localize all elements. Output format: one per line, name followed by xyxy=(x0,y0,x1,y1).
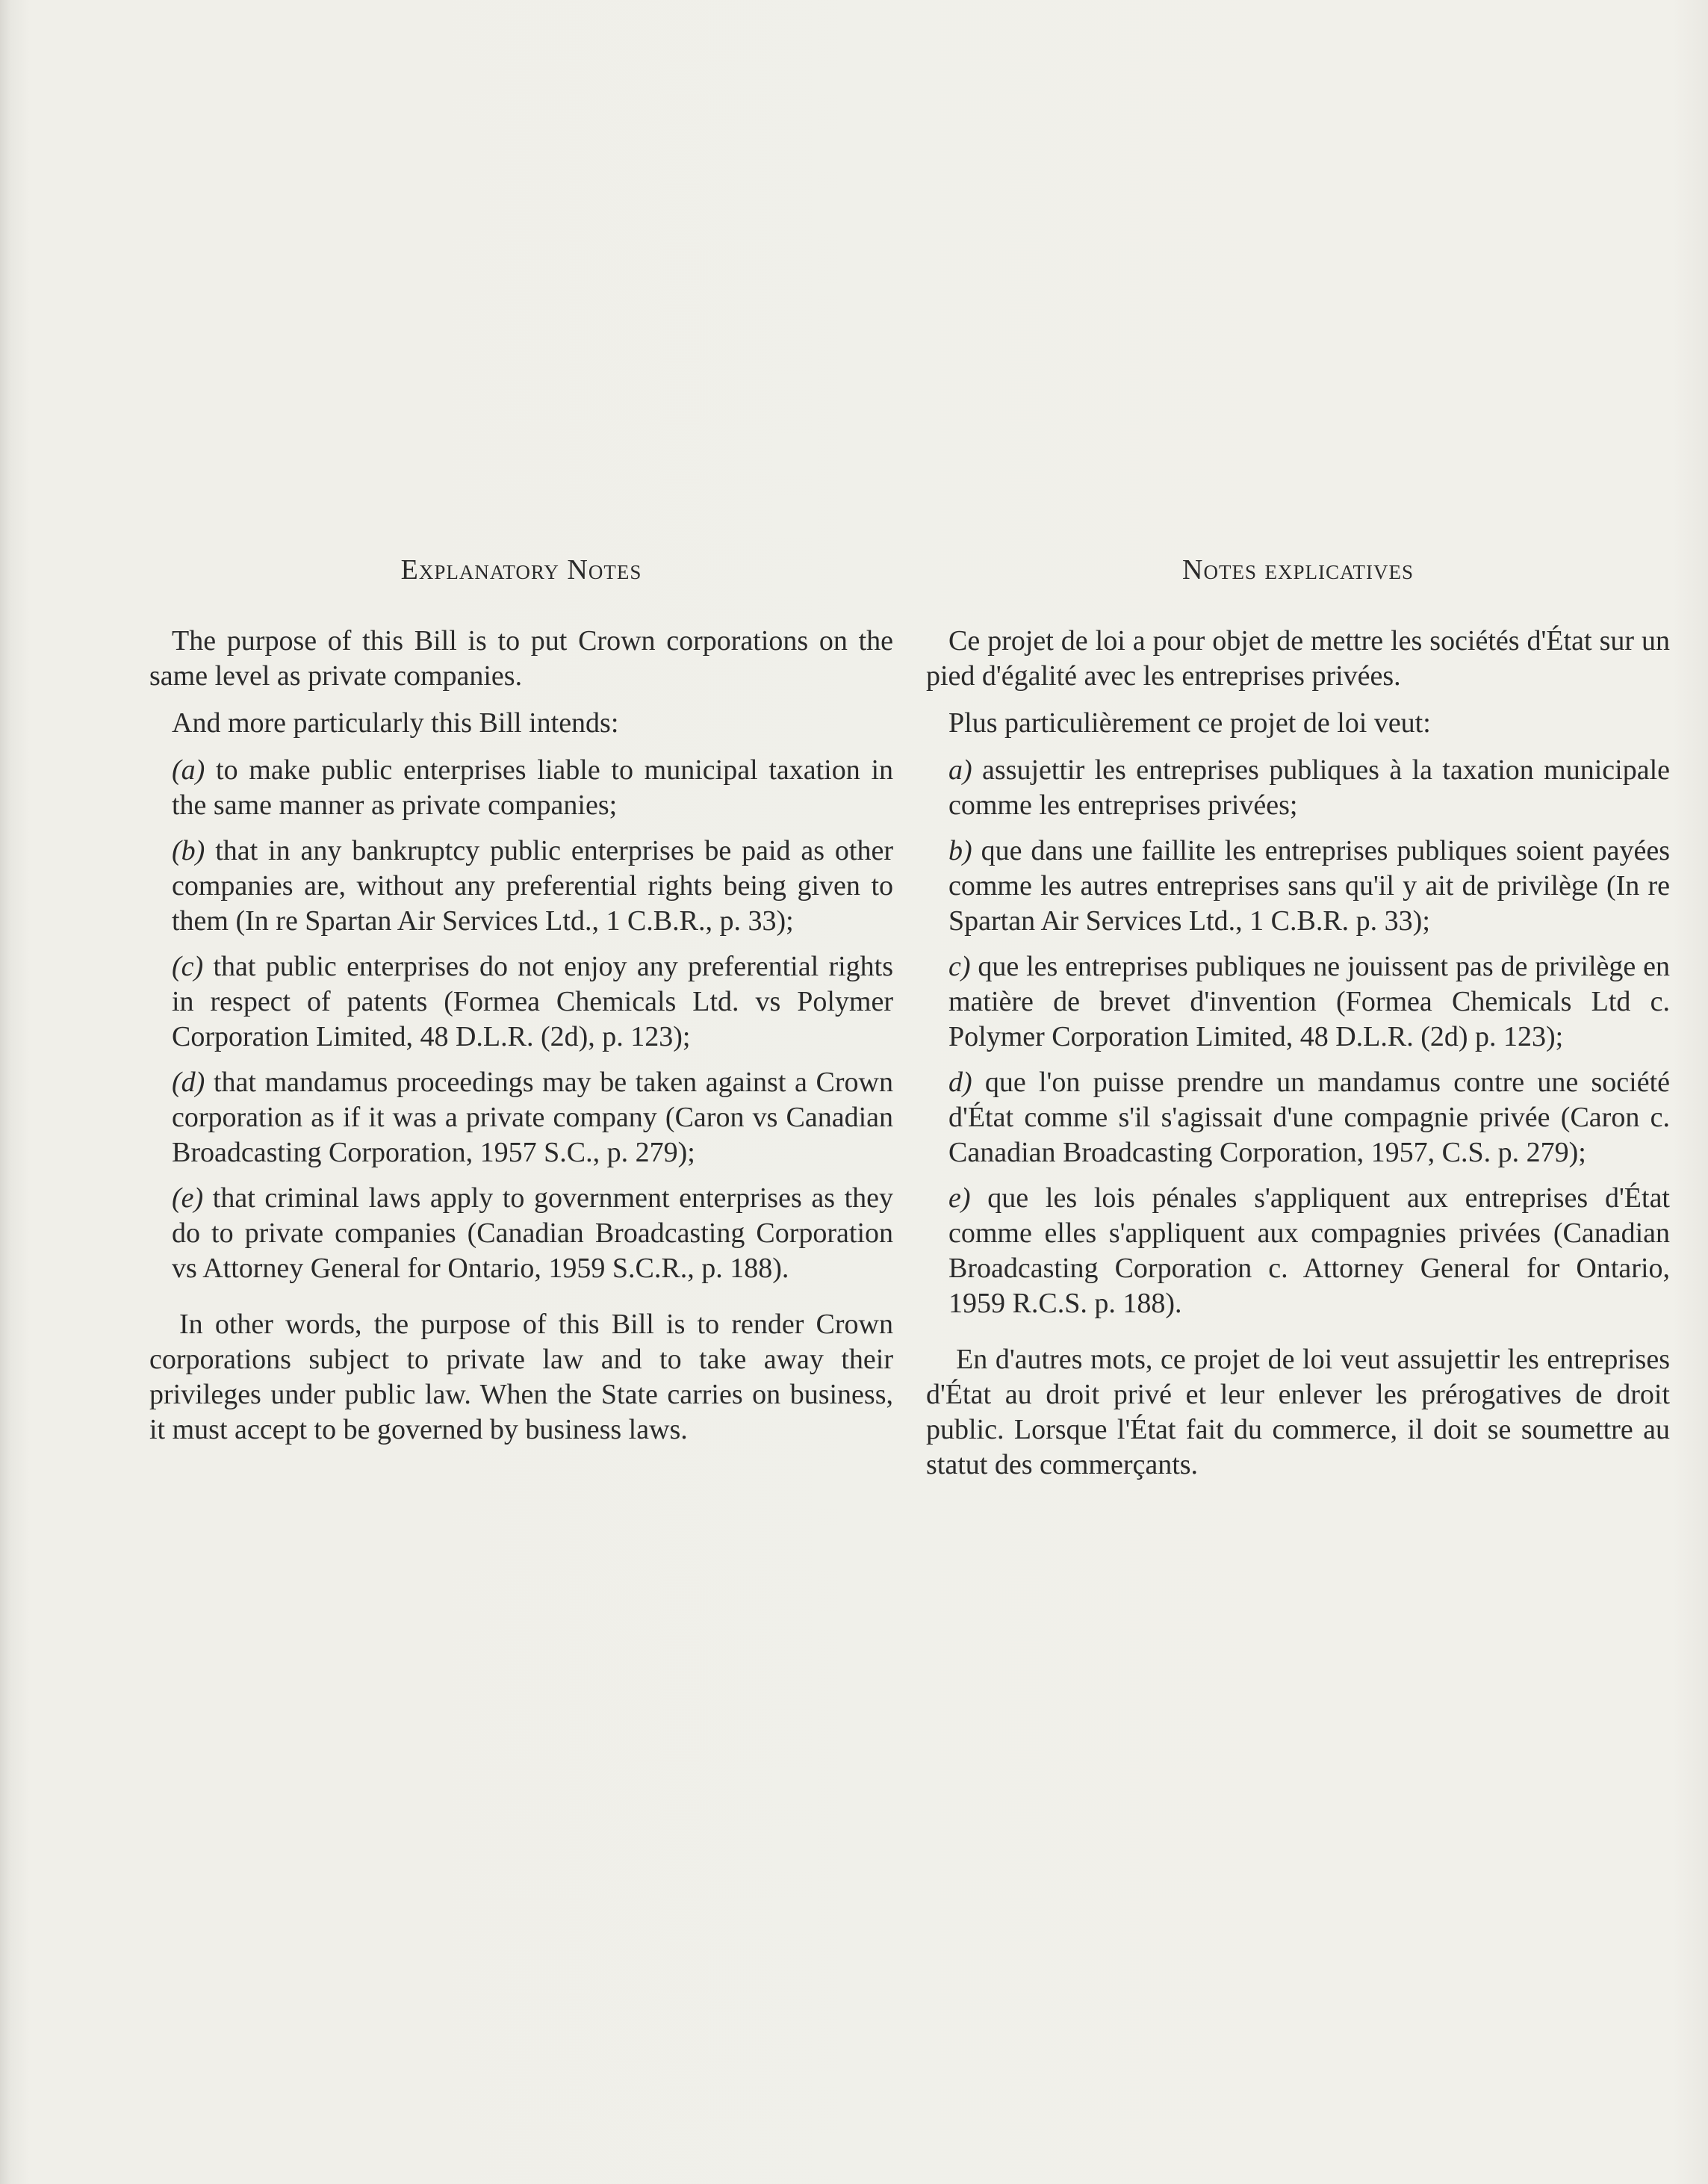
item-text: assujettir les entreprises publiques à la taxation municipale comme les entreprises privées; xyxy=(948,754,1670,821)
item-label: e) xyxy=(948,1182,971,1214)
item-text: que les lois pénales s'appliquent aux entreprises d'État comme elles s'appliquent aux compagnies privées (Canadian Broadcasting Corporation c. Attorney General for Ontario, 1959 R.C.S. p. 188). xyxy=(948,1182,1670,1319)
french-closing-paragraph: En d'autres mots, ce projet de loi veut assujettir les entreprises d'État au droit privé et leur enlever les prérogatives de droit public. Lorsque l'État fait du commerce, il doit se soumettre au statut des commerçants. xyxy=(926,1344,1670,1480)
english-heading: Explanatory Notes xyxy=(400,554,642,586)
item-label: (e) xyxy=(172,1182,204,1214)
item-text: to make public enterprises liable to municipal taxation in the same manner as private companies; xyxy=(172,754,894,821)
item-label: (a) xyxy=(172,754,205,786)
french-intro-objet: Ce projet de loi a pour objet de mettre les sociétés d'État sur un pied d'égalité avec les entreprises privées. xyxy=(926,625,1670,692)
item-text: que l'on puisse prendre un mandamus contre une société d'État comme s'il s'agissait d'une compagnie privée (Caron c. Canadian Broadcasting Corporation, 1957, C.S. p. 279); xyxy=(948,1067,1670,1168)
item-text: that criminal laws apply to government enterprises as they do to private companies (Canadian Broadcasting Corporation vs Attorney General for Ontario, 1959 S.C.R., p. 188). xyxy=(172,1182,894,1284)
item-label: d) xyxy=(948,1067,972,1098)
french-column xyxy=(926,553,1670,1493)
item-text: that mandamus proceedings may be taken against a Crown corporation as if it was a private company (Caron vs Canadian Broadcasting Corporation, 1957 S.C., p. 279); xyxy=(172,1067,894,1168)
english-item-b xyxy=(149,834,893,939)
french-item-a xyxy=(926,753,1670,823)
english-item-a xyxy=(149,753,893,823)
french-item-c xyxy=(926,949,1670,1055)
english-intro-intends: And more particularly this Bill intends: xyxy=(172,707,619,739)
bleed-through-mark xyxy=(418,112,568,160)
french-item-d xyxy=(926,1065,1670,1170)
item-label: (d) xyxy=(172,1067,205,1098)
english-item-c xyxy=(149,949,893,1055)
french-item-e xyxy=(926,1181,1670,1321)
french-heading: Notes explicatives xyxy=(1182,554,1414,586)
item-label: a) xyxy=(948,754,972,786)
french-item-b xyxy=(926,834,1670,939)
item-text: que les entreprises publiques ne jouissent pas de privilège en matière de brevet d'invention (Formea Chemicals Ltd c. Polymer Corporation Limited, 48 D.L.R. (2d) p. 123); xyxy=(948,951,1670,1052)
item-label: (c) xyxy=(172,951,204,982)
item-text: that in any bankruptcy public enterprises be paid as other companies are, without any preferential rights being given to them (In re Spartan Air Services Ltd., 1 C.B.R., p. 33); xyxy=(172,835,894,937)
item-label: c) xyxy=(948,951,971,982)
item-text: that public enterprises do not enjoy any preferential rights in respect of patents (Formea Chemicals Ltd. vs Polymer Corporation Limited, 48 D.L.R. (2d), p. 123); xyxy=(172,951,893,1052)
item-label: b) xyxy=(948,835,972,866)
item-text: que dans une faillite les entreprises publiques soient payées comme les autres entreprises sans qu'il y ait de privilège (In re Spartan Air Services Ltd., 1 C.B.R. p. 33); xyxy=(948,835,1670,937)
french-intro-veut: Plus particulièrement ce projet de loi veut: xyxy=(948,707,1431,739)
english-item-d xyxy=(149,1065,893,1170)
english-column xyxy=(149,553,893,1458)
english-closing-paragraph: In other words, the purpose of this Bill is to render Crown corporations subject to private law and to take away their privileges under public law. When the State carries on business, it must accept to be governed by business laws. xyxy=(149,1309,893,1445)
item-label: (b) xyxy=(172,835,205,866)
english-intro-purpose: The purpose of this Bill is to put Crown corporations on the same level as private companies. xyxy=(149,625,893,692)
english-item-e xyxy=(149,1181,893,1286)
